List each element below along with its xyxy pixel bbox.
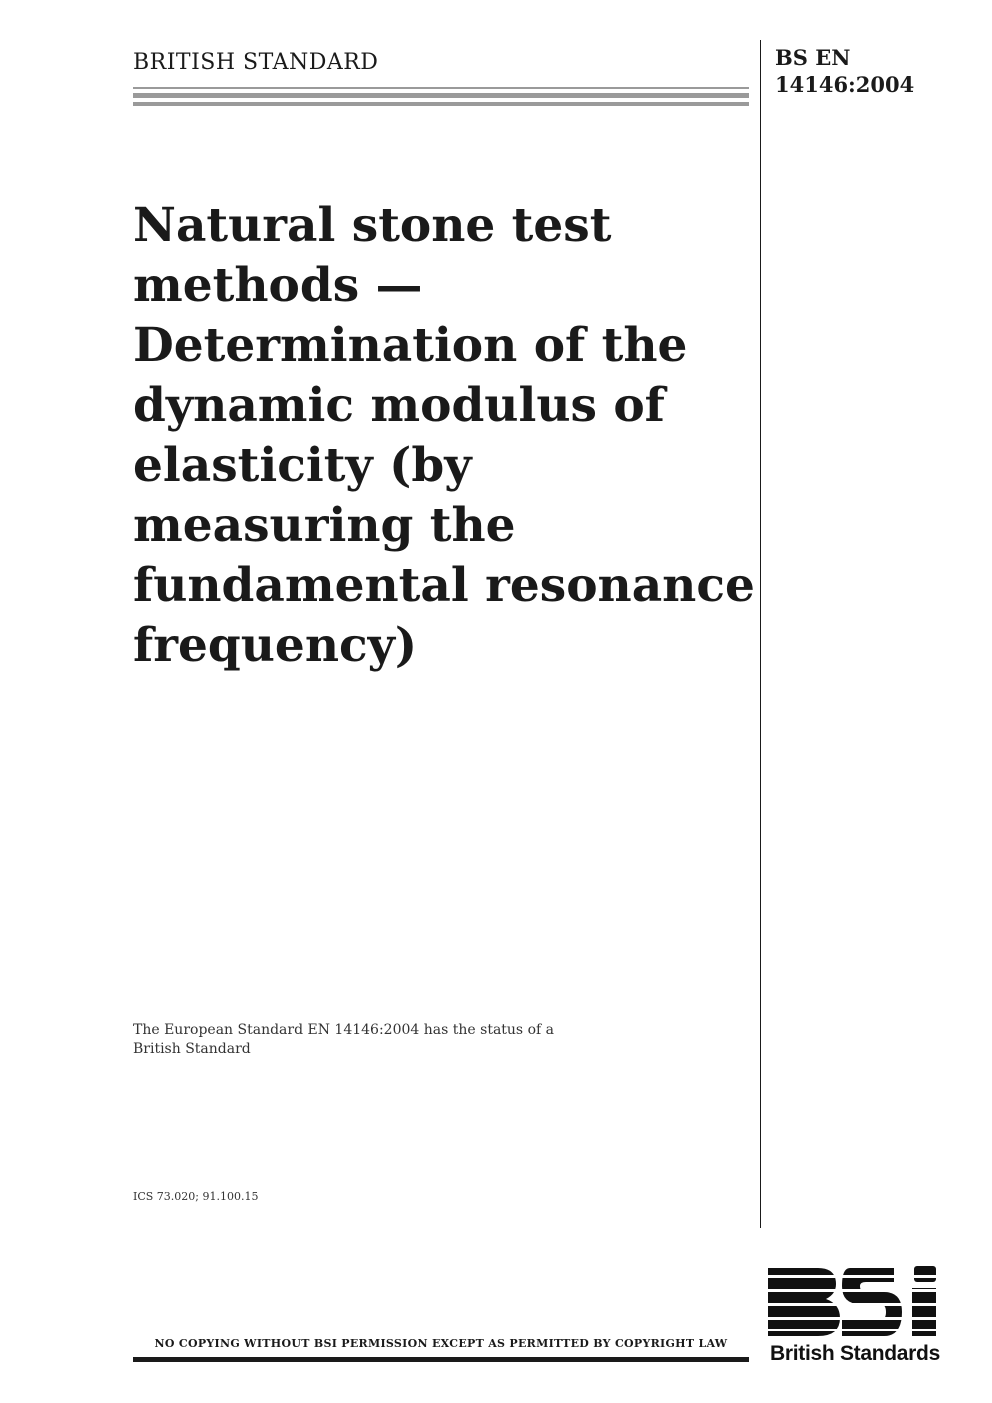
standard-number-line-1: BS EN — [775, 45, 851, 70]
title-line: dynamic modulus of — [133, 378, 665, 433]
bsi-wordmark-icon — [764, 1262, 946, 1342]
bsi-logo — [764, 1262, 946, 1370]
title-line: fundamental resonance — [133, 558, 755, 613]
copyright-notice: NO COPYING WITHOUT BSI PERMISSION EXCEPT AS PERMITTED BY COPYRIGHT LAW — [154, 1337, 728, 1350]
document-title — [133, 196, 755, 676]
bsi-tagline: British Standards — [770, 1342, 940, 1365]
header-rule-thick — [133, 93, 749, 98]
footer-rule — [133, 1357, 749, 1362]
title-line: frequency) — [133, 618, 418, 673]
title-line: methods — — [133, 258, 423, 313]
title-line: measuring the — [133, 498, 516, 553]
title-line: elasticity (by — [133, 438, 472, 493]
title-line: Natural stone test — [133, 198, 612, 253]
standard-number — [775, 44, 914, 98]
header-rule-thin — [133, 87, 749, 89]
title-line: Determination of the — [133, 318, 688, 373]
standard-number-line-2: 14146:2004 — [775, 72, 915, 97]
header-rule-medium — [133, 102, 749, 106]
status-note-line-2: British Standard — [133, 1041, 251, 1057]
column-divider — [760, 40, 761, 1228]
status-note-line-1: The European Standard EN 14146:2004 has the status of a — [133, 1022, 554, 1038]
series-label: BRITISH STANDARD — [133, 50, 379, 75]
ics-code: ICS 73.020; 91.100.15 — [133, 1190, 259, 1203]
status-note — [133, 1021, 693, 1059]
